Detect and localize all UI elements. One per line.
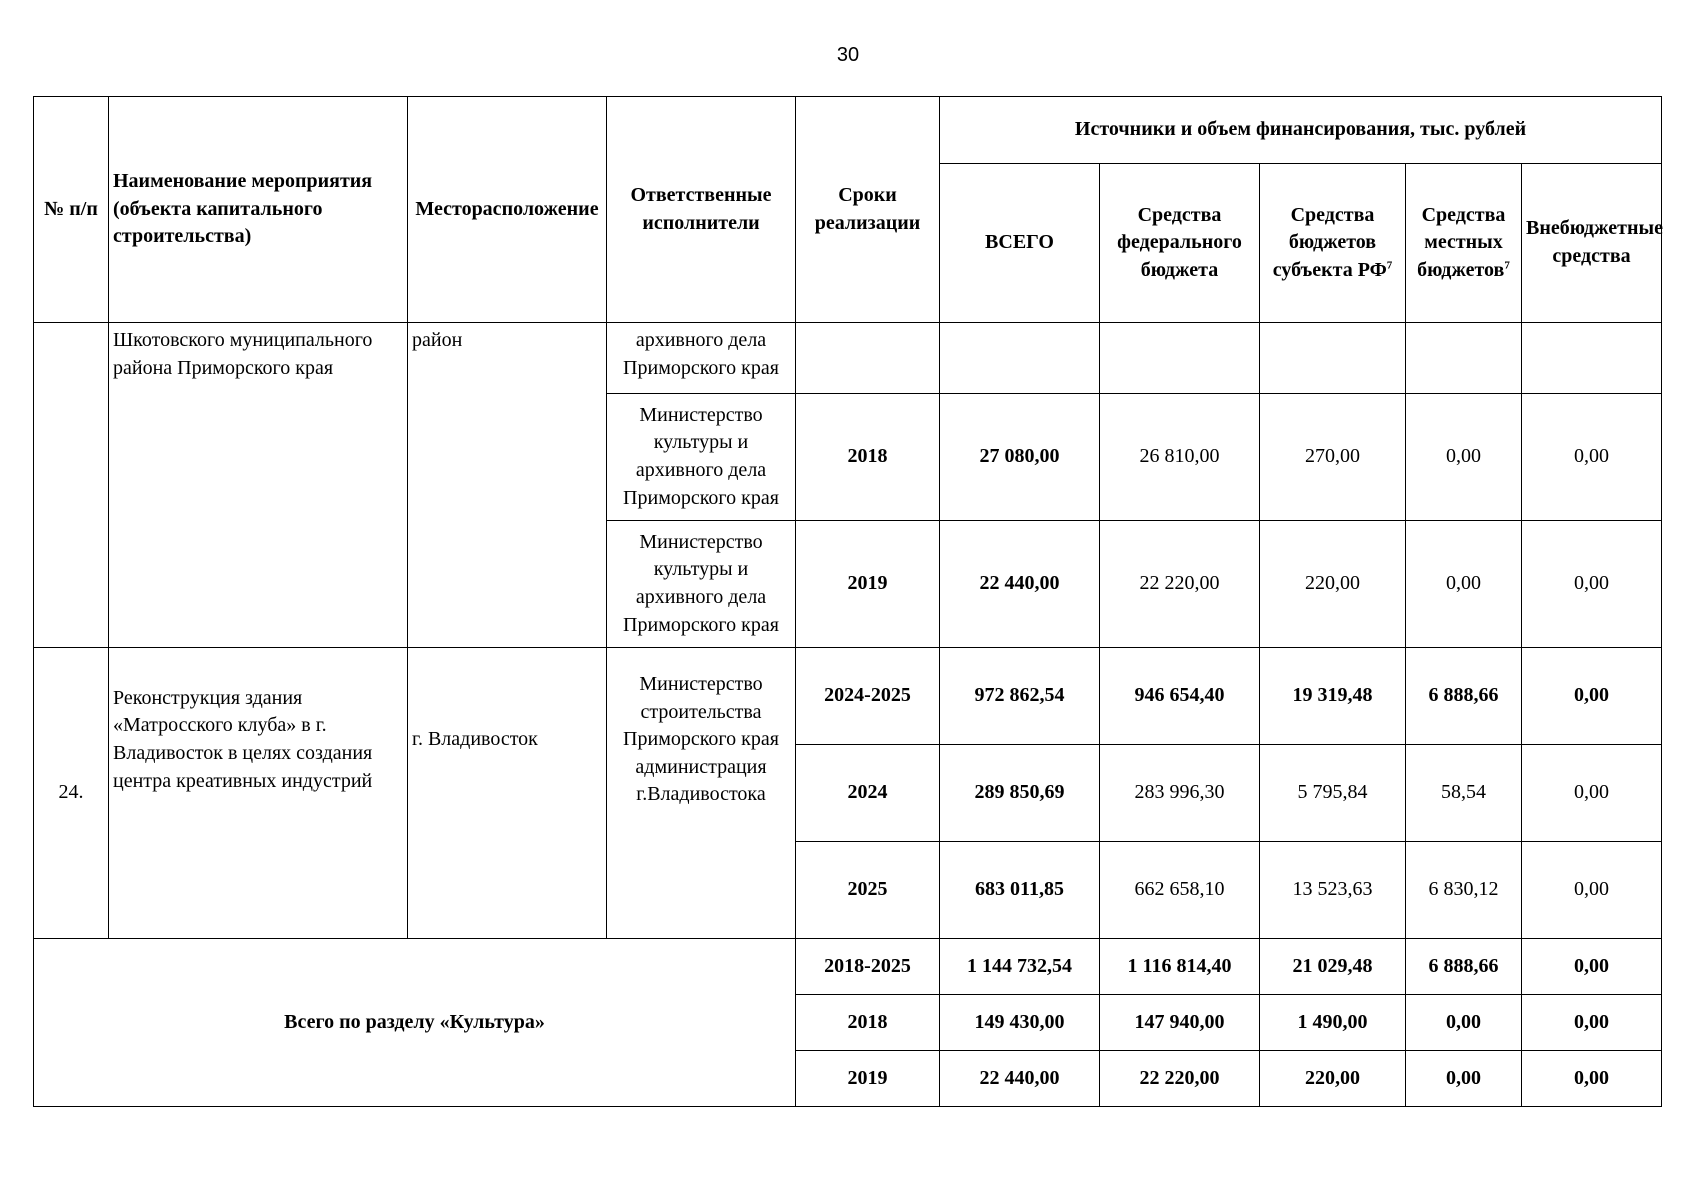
continued-name: Шкотовского муниципального района Приморского края bbox=[109, 323, 408, 648]
item-24-responsible: Министерство строительства Приморского края администрация г.Владивостока bbox=[607, 648, 796, 939]
year-cell: 2018-2025 bbox=[796, 939, 940, 995]
regional-cell: 13 523,63 bbox=[1260, 842, 1406, 939]
federal-cell: 147 940,00 bbox=[1100, 995, 1260, 1051]
year-cell: 2018 bbox=[796, 394, 940, 521]
extra-cell: 0,00 bbox=[1522, 394, 1662, 521]
header-extra: Внебюджетные средства bbox=[1522, 164, 1662, 323]
extra-cell: 0,00 bbox=[1522, 939, 1662, 995]
header-name: Наименование мероприятия (объекта капитального строительства) bbox=[109, 97, 408, 323]
regional-cell: 5 795,84 bbox=[1260, 745, 1406, 842]
extra-cell: 0,00 bbox=[1522, 745, 1662, 842]
header-num: № п/п bbox=[34, 97, 109, 323]
header-regional-footnote: 7 bbox=[1386, 259, 1393, 272]
local-cell: 0,00 bbox=[1406, 394, 1522, 521]
header-total: ВСЕГО bbox=[940, 164, 1100, 323]
table-row bbox=[34, 323, 1662, 394]
regional-cell: 19 319,48 bbox=[1260, 648, 1406, 745]
year-cell: 2019 bbox=[796, 1051, 940, 1107]
federal-cell bbox=[1100, 323, 1260, 394]
item-24-num: 24. bbox=[34, 648, 109, 939]
year-cell: 2018 bbox=[796, 995, 940, 1051]
header-local-footnote: 7 bbox=[1504, 259, 1510, 272]
extra-cell: 0,00 bbox=[1522, 842, 1662, 939]
table-row bbox=[34, 648, 1662, 745]
header-federal: Средства федерального бюджета bbox=[1100, 164, 1260, 323]
year-cell: 2024-2025 bbox=[796, 648, 940, 745]
regional-cell: 270,00 bbox=[1260, 394, 1406, 521]
year-cell: 2019 bbox=[796, 521, 940, 648]
extra-cell: 0,00 bbox=[1522, 648, 1662, 745]
header-responsible: Ответственные исполнители bbox=[607, 97, 796, 323]
item-24-name: Реконструкция здания «Матросского клуба» в г. Владивосток в целях создания центра креативных индустрий bbox=[109, 648, 408, 939]
federal-cell: 946 654,40 bbox=[1100, 648, 1260, 745]
extra-cell: 0,00 bbox=[1522, 521, 1662, 648]
header-funding: Источники и объем финансирования, тыс. рублей bbox=[940, 97, 1662, 164]
continued-location: район bbox=[408, 323, 607, 648]
extra-cell bbox=[1522, 323, 1662, 394]
federal-cell: 26 810,00 bbox=[1100, 394, 1260, 521]
regional-cell: 21 029,48 bbox=[1260, 939, 1406, 995]
federal-cell: 1 116 814,40 bbox=[1100, 939, 1260, 995]
federal-cell: 22 220,00 bbox=[1100, 521, 1260, 648]
local-cell: 6 888,66 bbox=[1406, 939, 1522, 995]
responsible-cell: Министерство культуры и архивного дела Приморского края bbox=[607, 521, 796, 648]
table-row bbox=[34, 939, 1662, 995]
page-number: 30 bbox=[836, 44, 860, 66]
local-cell bbox=[1406, 323, 1522, 394]
regional-cell: 220,00 bbox=[1260, 521, 1406, 648]
header-location: Месторасположение bbox=[408, 97, 607, 323]
header-regional-text: Средства бюджетов субъекта РФ bbox=[1272, 203, 1387, 281]
header-terms: Сроки реализации bbox=[796, 97, 940, 323]
total-cell: 683 011,85 bbox=[940, 842, 1100, 939]
year-cell bbox=[796, 323, 940, 394]
local-cell: 0,00 bbox=[1406, 995, 1522, 1051]
local-cell: 0,00 bbox=[1406, 521, 1522, 648]
regional-cell bbox=[1260, 323, 1406, 394]
header-row-1 bbox=[34, 97, 1662, 164]
totals-label: Всего по разделу «Культура» bbox=[34, 939, 796, 1107]
year-cell: 2025 bbox=[796, 842, 940, 939]
funding-table bbox=[33, 96, 1662, 1107]
total-cell: 149 430,00 bbox=[940, 995, 1100, 1051]
federal-cell: 662 658,10 bbox=[1100, 842, 1260, 939]
header-local bbox=[1406, 164, 1522, 323]
header-local-text: Средства местных бюджетов bbox=[1417, 203, 1506, 281]
regional-cell: 220,00 bbox=[1260, 1051, 1406, 1107]
year-cell: 2024 bbox=[796, 745, 940, 842]
federal-cell: 283 996,30 bbox=[1100, 745, 1260, 842]
responsible-cell: Министерство культуры и архивного дела Приморского края bbox=[607, 394, 796, 521]
item-24-location: г. Владивосток bbox=[408, 648, 607, 939]
header-regional bbox=[1260, 164, 1406, 323]
total-cell: 27 080,00 bbox=[940, 394, 1100, 521]
total-cell: 1 144 732,54 bbox=[940, 939, 1100, 995]
total-cell: 289 850,69 bbox=[940, 745, 1100, 842]
total-cell: 972 862,54 bbox=[940, 648, 1100, 745]
federal-cell: 22 220,00 bbox=[1100, 1051, 1260, 1107]
local-cell: 0,00 bbox=[1406, 1051, 1522, 1107]
extra-cell: 0,00 bbox=[1522, 995, 1662, 1051]
regional-cell: 1 490,00 bbox=[1260, 995, 1406, 1051]
continued-num-cell bbox=[34, 323, 109, 648]
total-cell: 22 440,00 bbox=[940, 1051, 1100, 1107]
local-cell: 6 888,66 bbox=[1406, 648, 1522, 745]
total-cell: 22 440,00 bbox=[940, 521, 1100, 648]
total-cell bbox=[940, 323, 1100, 394]
continued-responsible: архивного дела Приморского края bbox=[607, 323, 796, 394]
local-cell: 6 830,12 bbox=[1406, 842, 1522, 939]
local-cell: 58,54 bbox=[1406, 745, 1522, 842]
extra-cell: 0,00 bbox=[1522, 1051, 1662, 1107]
